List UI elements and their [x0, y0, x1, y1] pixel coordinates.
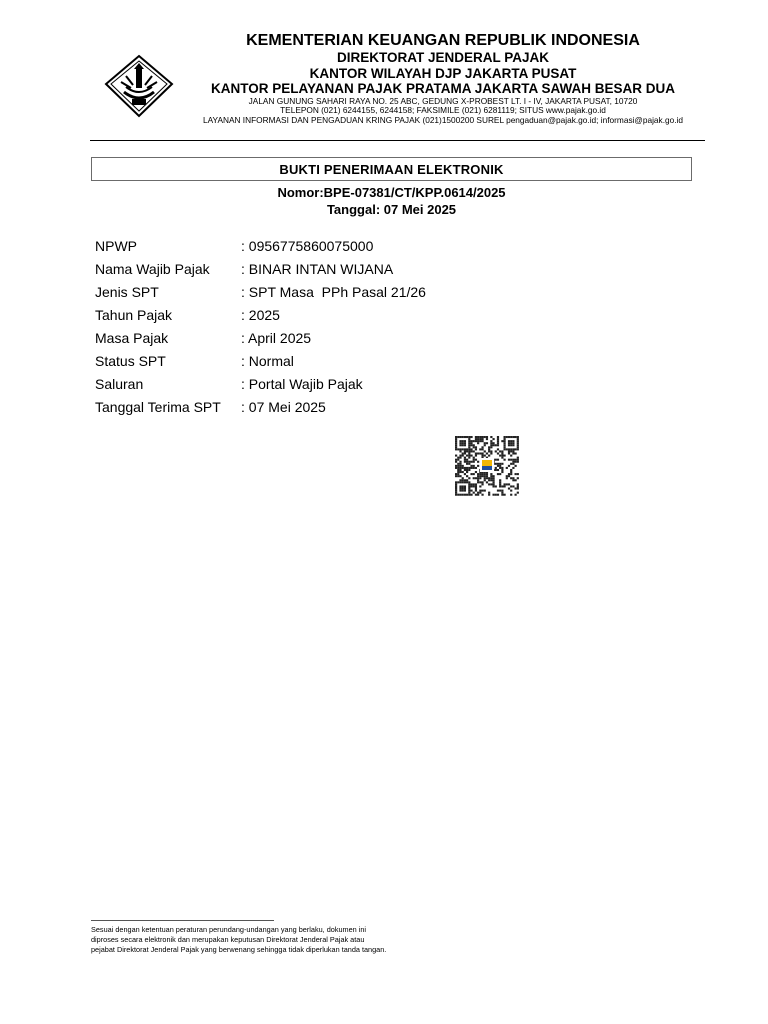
regional-office-name: KANTOR WILAYAH DJP JAKARTA PUSAT	[309, 65, 577, 81]
footnote-line: diproses secara elektronik dan merupakan keputusan Direktorat Jenderal Pajak atau	[91, 935, 365, 944]
detail-label: NPWP	[95, 237, 137, 254]
footnote-line: Sesuai dengan ketentuan peraturan perundang-undangan yang berlaku, dokumen ini	[91, 925, 367, 934]
document-date: Tanggal: 07 Mei 2025	[326, 202, 457, 217]
detail-label: Saluran	[95, 375, 144, 392]
detail-value: : 07 Mei 2025	[241, 398, 326, 415]
letterhead-divider	[90, 140, 705, 141]
detail-label: Masa Pajak	[95, 329, 169, 346]
qr-code-icon	[455, 436, 519, 496]
detail-value: : 2025	[241, 306, 280, 323]
footnote-line: pejabat Direktorat Jenderal Pajak yang berwenang sehingga tidak diperlukan tanda tangan.	[91, 945, 387, 954]
detail-row	[95, 349, 426, 372]
detail-label: Tahun Pajak	[95, 306, 173, 323]
detail-row	[95, 280, 426, 303]
detail-row	[95, 257, 426, 280]
footnote-divider	[91, 920, 274, 921]
detail-value: : Portal Wajib Pajak	[241, 375, 363, 392]
detail-label: Tanggal Terima SPT	[95, 398, 221, 415]
detail-row	[95, 326, 426, 349]
directorate-name: DIREKTORAT JENDERAL PAJAK	[336, 50, 550, 66]
detail-value: : Normal	[241, 352, 294, 369]
detail-value: : 0956775860075000	[241, 237, 374, 254]
office-address: JALAN GUNUNG SAHARI RAYA NO. 25 ABC, GEDUNG X-PROBEST LT. I - IV, JAKARTA PUSAT, 10720	[248, 95, 638, 106]
detail-row	[95, 303, 426, 326]
detail-label: Nama Wajib Pajak	[95, 260, 210, 277]
ministry-emblem-icon	[104, 54, 174, 118]
document-reference	[91, 184, 692, 218]
document-number: Nomor:BPE-07381/CT/KPP.0614/2025	[277, 185, 506, 200]
detail-row	[95, 372, 426, 395]
detail-label: Jenis SPT	[95, 283, 159, 300]
detail-value: : April 2025	[241, 329, 312, 346]
footnote	[91, 925, 431, 955]
office-contact: TELEPON (021) 6244155, 6244158; FAKSIMILE (021) 6281119; SITUS www.pajak.go.id	[280, 105, 606, 116]
detail-row	[95, 234, 426, 257]
service-info: LAYANAN INFORMASI DAN PENGADUAN KRING PAJAK (021)1500200 SUREL pengaduan@pajak.go.id; informasi@pajak.go.id	[203, 115, 683, 125]
ministry-name: KEMENTERIAN KEUANGAN REPUBLIK INDONESIA	[246, 32, 640, 49]
detail-row	[95, 395, 426, 418]
detail-value: : BINAR INTAN WIJANA	[241, 260, 394, 277]
detail-label: Status SPT	[95, 352, 166, 369]
tax-office-name: KANTOR PELAYANAN PAJAK PRATAMA JAKARTA SAWAH BESAR DUA	[210, 81, 676, 97]
letterhead	[180, 32, 706, 126]
detail-list	[95, 234, 426, 418]
document-title: BUKTI PENERIMAAN ELEKTRONIK	[91, 157, 692, 181]
detail-value: : SPT Masa PPh Pasal 21/26	[241, 283, 426, 300]
